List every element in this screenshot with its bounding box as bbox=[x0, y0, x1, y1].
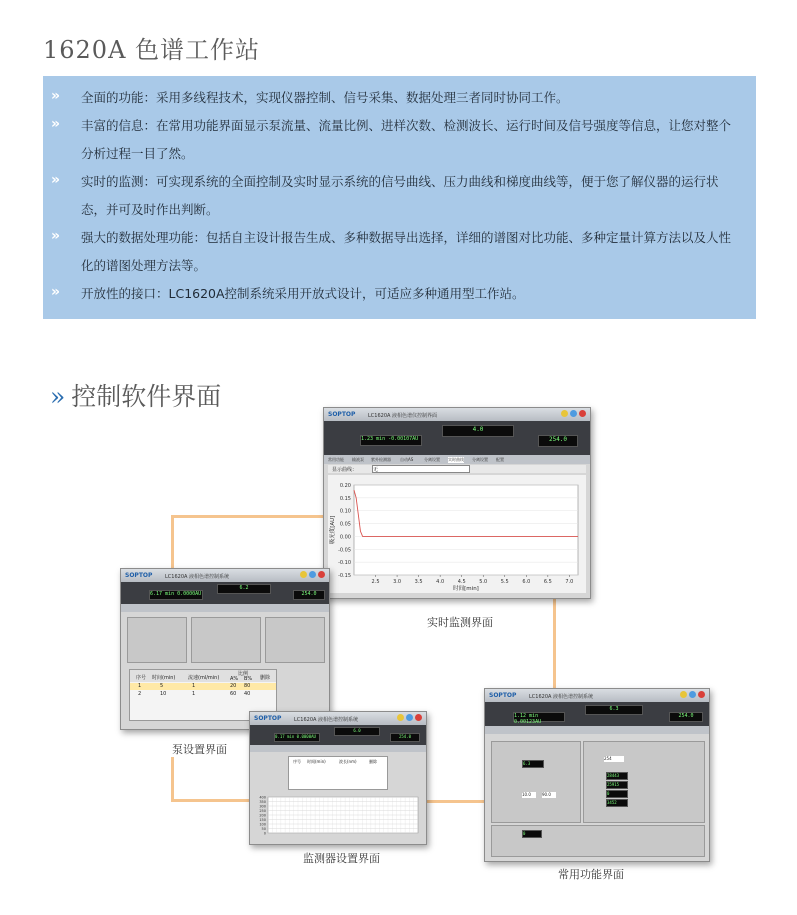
window-title: LC1620A 液相色谱控制系统 bbox=[529, 694, 594, 700]
tab-item[interactable]: 紫外检测器 bbox=[371, 457, 391, 462]
wavelength-display: 254.0 bbox=[538, 435, 578, 447]
cell: 60 bbox=[230, 691, 237, 697]
y-tick-label: 200 bbox=[259, 813, 266, 818]
x-axis-label: 时间[min] bbox=[453, 586, 479, 592]
cell: 1 bbox=[138, 683, 142, 689]
window-controls bbox=[395, 714, 422, 723]
cell: 2 bbox=[138, 691, 142, 697]
wavelength-display: 254.0 bbox=[293, 590, 325, 600]
brand-logo: SOPTOP bbox=[254, 715, 282, 722]
col-header: 比例 bbox=[238, 671, 249, 677]
feature-panel bbox=[43, 76, 756, 319]
double-chevron-icon: » bbox=[50, 382, 66, 411]
col-header: 时间(min) bbox=[307, 759, 326, 764]
col-header: 时间(min) bbox=[152, 675, 176, 681]
y-tick-label: 350 bbox=[259, 800, 266, 804]
wavelength-program-table bbox=[288, 756, 388, 790]
window-titlebar bbox=[121, 569, 329, 582]
x-tick-label: 5.0 bbox=[479, 579, 488, 585]
curve-select-label: 显示曲线： bbox=[332, 467, 358, 473]
window-title: LC1620A 液相色谱控制系统 bbox=[165, 574, 230, 580]
connector-line bbox=[553, 597, 556, 689]
x-tick-label: 7.0 bbox=[565, 579, 574, 585]
curve-selector-row bbox=[328, 465, 586, 473]
reading-value: 0 bbox=[606, 790, 628, 798]
pressure-display: 6.3 bbox=[585, 705, 643, 715]
y-tick-label: 0.20 bbox=[339, 483, 351, 489]
close-icon[interactable] bbox=[698, 691, 705, 698]
window-controls bbox=[678, 691, 705, 700]
minimize-icon[interactable] bbox=[680, 691, 687, 698]
status-bar bbox=[485, 702, 709, 726]
col-header: 波长(nm) bbox=[339, 759, 357, 764]
maximize-icon[interactable] bbox=[406, 714, 413, 721]
y-tick-label: 0.15 bbox=[339, 495, 351, 502]
curve-select[interactable]: 无 bbox=[372, 465, 470, 473]
page-title: 1620A 色谱工作站 bbox=[43, 36, 261, 64]
pump-settings-screenshot bbox=[120, 568, 330, 730]
window-controls bbox=[559, 410, 586, 419]
col-header: 删除 bbox=[260, 675, 271, 681]
connector-line bbox=[171, 515, 174, 571]
y-tick-label: 400 bbox=[259, 795, 266, 800]
table-header bbox=[130, 670, 276, 682]
x-tick-label: 5.5 bbox=[500, 579, 509, 585]
y-tick-label: 300 bbox=[259, 804, 266, 809]
connector-line bbox=[171, 757, 174, 801]
close-icon[interactable] bbox=[415, 714, 422, 721]
double-chevron-icon: » bbox=[51, 284, 61, 300]
time-signal-display: 0.17 min 0.0000AU bbox=[274, 733, 320, 742]
y-tick-label: -0.10 bbox=[338, 560, 351, 567]
double-chevron-icon: » bbox=[51, 228, 61, 244]
tab-bar bbox=[250, 745, 426, 752]
detector-settings-screenshot bbox=[249, 711, 427, 845]
y-tick-label: 250 bbox=[259, 809, 266, 813]
section-title bbox=[50, 377, 221, 413]
common-caption: 常用功能界面 bbox=[558, 868, 624, 881]
y-tick-label: 50 bbox=[261, 827, 266, 831]
y-axis-label: 吸光度[AU] bbox=[330, 515, 336, 545]
settings-panel bbox=[191, 617, 261, 663]
maximize-icon[interactable] bbox=[689, 691, 696, 698]
time-signal-display: 6.17 min 0.0000AU bbox=[149, 590, 203, 600]
col-header: 删除 bbox=[369, 759, 377, 764]
minimize-icon[interactable] bbox=[561, 410, 568, 417]
detector-panel bbox=[583, 741, 705, 823]
col-header: B% bbox=[244, 676, 253, 682]
injection-panel bbox=[491, 825, 705, 857]
tab-bar bbox=[121, 604, 329, 612]
common-functions-screenshot bbox=[484, 688, 710, 862]
minimize-icon[interactable] bbox=[397, 714, 404, 721]
window-titlebar bbox=[250, 712, 426, 725]
col-header: 流速(ml/min) bbox=[188, 675, 220, 681]
table-row[interactable] bbox=[130, 691, 276, 698]
pump-panel bbox=[491, 741, 581, 823]
ratio-a-input[interactable]: 10.0 bbox=[522, 792, 536, 798]
brand-logo: SOPTOP bbox=[328, 411, 356, 418]
table-row[interactable] bbox=[130, 683, 276, 690]
close-icon[interactable] bbox=[318, 571, 325, 578]
cell: 1 bbox=[192, 683, 196, 689]
y-tick-label: -0.05 bbox=[338, 547, 351, 554]
y-tick-label: 0.00 bbox=[339, 534, 351, 541]
section-title-text: 控制软件界面 bbox=[71, 382, 222, 411]
maximize-icon[interactable] bbox=[570, 410, 577, 417]
realtime-caption: 实时监测界面 bbox=[427, 616, 493, 629]
status-bar bbox=[121, 582, 329, 604]
feature-text: 全面的功能：采用多线程技术，实现仪器控制、信号采集、数据处理三者同时协同工作。 bbox=[81, 90, 569, 105]
x-tick-label: 6.5 bbox=[543, 579, 552, 585]
tab-bar bbox=[485, 726, 709, 734]
y-tick-label: 0.05 bbox=[339, 521, 351, 528]
cell: 80 bbox=[244, 683, 251, 689]
flow-value: 6.3 bbox=[522, 760, 544, 768]
wavelength-display: 254.0 bbox=[669, 712, 703, 722]
cell: 20 bbox=[230, 683, 237, 689]
window-title: LC1620A 液相色谱仪控制界面 bbox=[368, 413, 438, 419]
tab-item[interactable]: 自动AS bbox=[400, 457, 414, 462]
wavelength-display: 254.0 bbox=[390, 733, 420, 742]
double-chevron-icon: » bbox=[51, 88, 61, 104]
col-header: 序号 bbox=[293, 759, 301, 764]
x-tick-label: 3.0 bbox=[393, 579, 402, 585]
count-value: 0 bbox=[522, 830, 542, 838]
pressure-display: 6.2 bbox=[217, 584, 271, 594]
detector-caption: 监测器设置界面 bbox=[303, 852, 380, 865]
col-header: 序号 bbox=[136, 675, 147, 681]
detector-chart bbox=[254, 794, 422, 840]
tab-item[interactable]: 分离设置 bbox=[472, 457, 488, 462]
cell: 1 bbox=[192, 691, 196, 697]
ratio-b-input[interactable]: 90.0 bbox=[542, 792, 556, 798]
realtime-chart bbox=[328, 475, 586, 593]
minimize-icon[interactable] bbox=[300, 571, 307, 578]
wavelength-input[interactable]: 254 bbox=[604, 756, 624, 762]
pressure-display: 4.0 bbox=[442, 425, 514, 437]
pressure-display: 6.0 bbox=[334, 727, 380, 736]
tab-item[interactable]: 实时曲线 bbox=[448, 457, 464, 462]
settings-panel bbox=[265, 617, 325, 663]
connector-line bbox=[171, 515, 323, 518]
x-tick-label: 4.5 bbox=[457, 579, 466, 585]
tab-item[interactable]: 输液泵 bbox=[352, 457, 364, 462]
tab-bar bbox=[324, 455, 590, 464]
brand-logo: SOPTOP bbox=[489, 692, 517, 699]
window-controls bbox=[298, 571, 325, 580]
tab-item[interactable]: 配置 bbox=[496, 457, 504, 462]
feature-text: 开放性的接口：LC1620A控制系统采用开放式设计，可适应多种通用型工作站。 bbox=[81, 286, 525, 301]
maximize-icon[interactable] bbox=[309, 571, 316, 578]
reading-value: 25915 bbox=[606, 781, 628, 789]
x-tick-label: 4.0 bbox=[436, 579, 445, 585]
y-tick-label: 0 bbox=[263, 831, 266, 836]
y-tick-label: 150 bbox=[259, 818, 266, 822]
feature-text: 实时的监测：可实现系统的全面控制及实时显示系统的信号曲线、压力曲线和梯度曲线等，便于您了解仪器的运行状态，并可及时作出判断。 bbox=[81, 174, 719, 217]
col-header: A% bbox=[230, 676, 239, 682]
double-chevron-icon: » bbox=[51, 172, 61, 188]
reading-value: 28443 bbox=[606, 772, 628, 780]
y-tick-label: 100 bbox=[259, 822, 266, 827]
tab-item[interactable]: 分离设置 bbox=[424, 457, 440, 462]
plot-area bbox=[354, 485, 578, 575]
feature-text: 丰富的信息：在常用功能界面显示泵流量、流量比例、进样次数、检测波长、运行时间及信号强度等信息，让您对整个分析过程一目了然。 bbox=[81, 118, 732, 161]
cell: 40 bbox=[244, 691, 251, 697]
time-signal-display: 1.12 min 0.00123AU bbox=[513, 712, 565, 722]
settings-panel bbox=[127, 617, 187, 663]
cell: 5 bbox=[160, 683, 164, 689]
window-titlebar bbox=[485, 689, 709, 702]
time-signal-display: 1.23 min -0.00107AU bbox=[360, 435, 422, 446]
window-titlebar bbox=[324, 408, 590, 421]
double-chevron-icon: » bbox=[51, 116, 61, 132]
pump-caption: 泵设置界面 bbox=[172, 743, 227, 756]
close-icon[interactable] bbox=[579, 410, 586, 417]
connector-line bbox=[425, 800, 485, 803]
brand-logo: SOPTOP bbox=[125, 572, 153, 579]
reading-value: 3452 bbox=[606, 799, 628, 807]
x-tick-label: 2.5 bbox=[371, 579, 380, 585]
y-tick-label: -0.15 bbox=[338, 573, 351, 579]
x-tick-label: 6.0 bbox=[522, 579, 531, 585]
feature-text: 强大的数据处理功能：包括自主设计报告生成、多种数据导出选择，详细的谱图对比功能、多种定量计算方法以及人性化的谱图处理方法等。 bbox=[81, 230, 732, 273]
x-tick-label: 3.5 bbox=[414, 579, 423, 585]
tab-item[interactable]: 常用功能 bbox=[328, 457, 344, 462]
y-tick-label: 0.10 bbox=[339, 508, 351, 515]
status-bar bbox=[324, 421, 590, 455]
cell: 10 bbox=[160, 691, 167, 697]
window-title: LC1620A 液相色谱控制系统 bbox=[294, 717, 359, 723]
connector-line bbox=[171, 799, 249, 802]
status-bar bbox=[250, 725, 426, 745]
realtime-monitor-screenshot bbox=[323, 407, 591, 599]
